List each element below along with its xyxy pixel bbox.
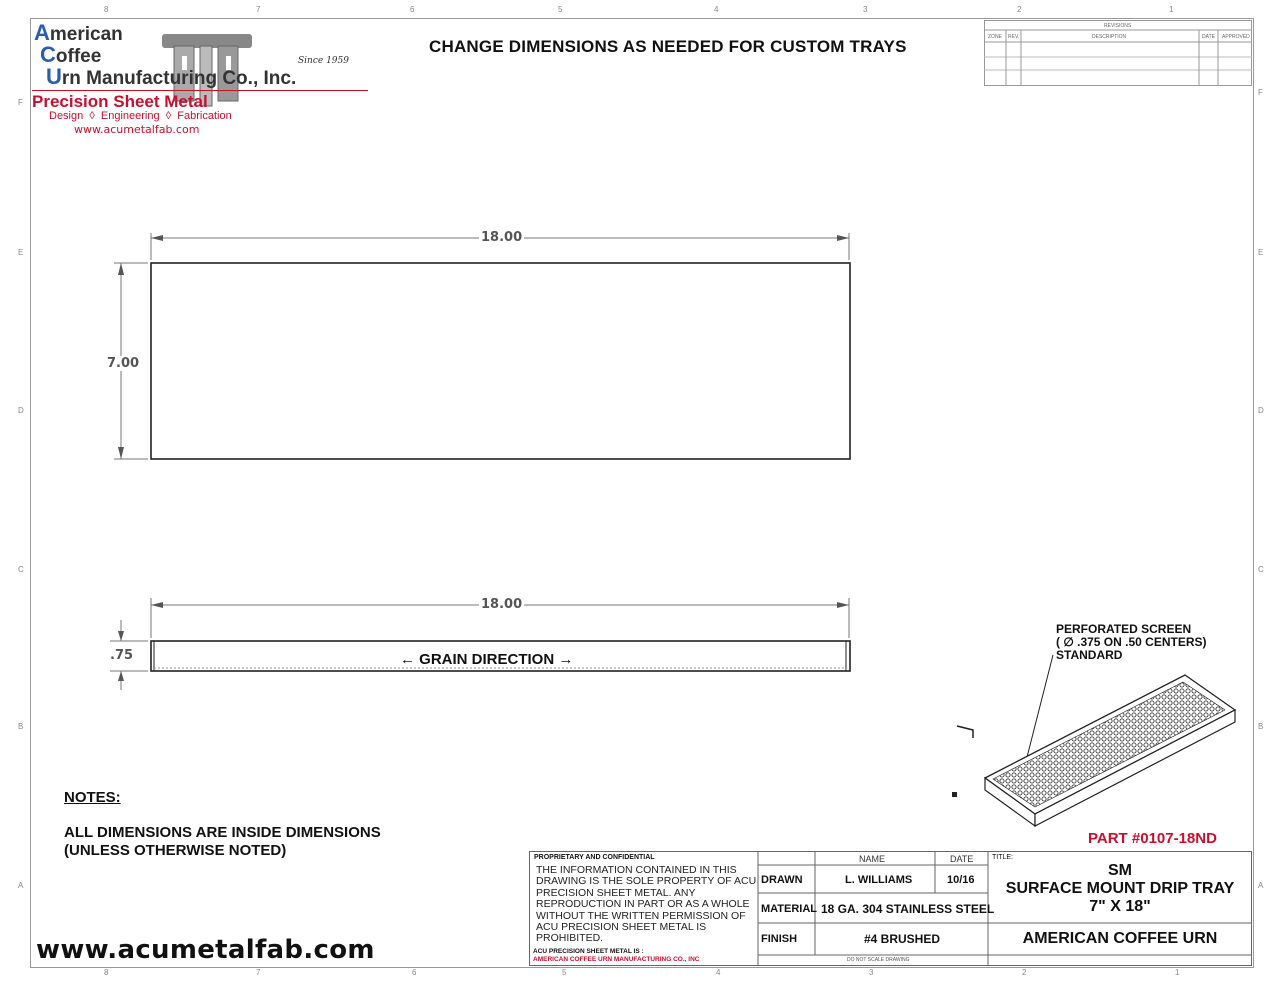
revisions-grid xyxy=(984,20,1252,86)
proprietary-heading: PROPRIETARY AND CONFIDENTIAL xyxy=(534,854,655,861)
logo-tagline: Precision Sheet Metal xyxy=(32,92,208,111)
top-width-dimension: 18.00 xyxy=(481,230,523,245)
revisions-col-rev: REV. xyxy=(1008,34,1020,40)
zone-bottom-1: 1 xyxy=(1175,968,1180,977)
logo-since: Since 1959 xyxy=(298,56,349,66)
name-column-header: NAME xyxy=(859,854,886,864)
zone-bottom-6: 6 xyxy=(412,968,417,977)
zone-top-2: 2 xyxy=(1017,5,1022,14)
proprietary-footer-1: ACU PRECISION SHEET METAL IS : xyxy=(533,948,644,955)
zone-bottom-3: 3 xyxy=(869,968,874,977)
logo-divider xyxy=(32,90,368,91)
logo-url: www.acumetalfab.com xyxy=(74,123,200,136)
side-width-dimension: 18.00 xyxy=(481,597,523,612)
zone-top-8: 8 xyxy=(104,5,109,14)
company-name: AMERICAN COFFEE URN xyxy=(1022,930,1218,947)
zone-left-a: A xyxy=(18,881,24,890)
callout-line-2: ( ∅ .375 ON .50 CENTERS) xyxy=(1056,635,1207,649)
side-height-dimension: .75 xyxy=(110,648,134,663)
part-number: PART #0107-18ND xyxy=(1088,830,1217,847)
callout-line-1: PERFORATED SCREEN xyxy=(1056,622,1192,636)
finish-value: #4 BRUSHED xyxy=(864,932,941,946)
zone-right-f: F xyxy=(1258,88,1263,97)
zone-right-e: E xyxy=(1258,248,1264,257)
revisions-col-zone: ZONE xyxy=(988,34,1002,40)
title-block xyxy=(529,851,1252,966)
company-logo xyxy=(32,20,372,140)
logo-line2: offee xyxy=(55,46,102,67)
date-column-header: DATE xyxy=(950,854,974,864)
zone-top-6: 6 xyxy=(410,5,415,14)
zone-bottom-5: 5 xyxy=(562,968,567,977)
zone-top-4: 4 xyxy=(714,5,719,14)
zone-right-c: C xyxy=(1258,565,1264,574)
callout-line-3: STANDARD xyxy=(1056,648,1123,662)
top-height-dimension: 7.00 xyxy=(107,356,140,371)
zone-left-c: C xyxy=(18,565,24,574)
drawn-date: 10/16 xyxy=(947,874,975,886)
zone-bottom-2: 2 xyxy=(1022,968,1027,977)
revisions-col-approved: APPROVED xyxy=(1222,34,1250,40)
zone-top-1: 1 xyxy=(1169,5,1174,14)
drawn-label: DRAWN xyxy=(761,874,803,886)
title-label: TITLE: xyxy=(992,854,1014,861)
zone-top-3: 3 xyxy=(863,5,868,14)
proprietary-text: THE INFORMATION CONTAINED IN THIS DRAWING IS THE SOLE PROPERTY OF ACU PRECISION SHEET METAL. ANY REPRODUCTION IN PART OR AS A WHOLE WITHOUT THE WRITTEN PERMISSION OF ACU PRECISION SHEET METAL IS PROHIBITED. xyxy=(536,864,757,945)
zone-left-b: B xyxy=(18,722,24,731)
revisions-col-date: DATE xyxy=(1202,34,1215,40)
notes-line-1: ALL DIMENSIONS ARE INSIDE DIMENSIONS xyxy=(64,824,381,841)
finish-label: FINISH xyxy=(761,933,798,945)
zone-left-e: E xyxy=(18,248,24,257)
zone-top-5: 5 xyxy=(558,5,563,14)
zone-bottom-4: 4 xyxy=(716,968,721,977)
drawing-heading: CHANGE DIMENSIONS AS NEEDED FOR CUSTOM TRAYS xyxy=(429,37,907,56)
isometric-tray-drawing xyxy=(945,640,1245,840)
drawing-title xyxy=(988,862,1252,916)
zone-left-d: D xyxy=(18,406,24,415)
revisions-col-description: DESCRIPTION xyxy=(1092,34,1127,40)
top-view-drawing xyxy=(100,225,870,475)
zone-left-f: F xyxy=(18,98,23,107)
title-line-3: 7" X 18" xyxy=(1089,898,1151,915)
revisions-table xyxy=(984,20,1252,86)
logo-cap-a: A xyxy=(34,20,50,45)
title-line-2: SURFACE MOUNT DRIP TRAY xyxy=(1005,880,1235,897)
logo-line1: merican xyxy=(49,24,123,45)
zone-bottom-7: 7 xyxy=(256,968,261,977)
title-line-1: SM xyxy=(1108,862,1132,879)
logo-services: Design ◊ Engineering ◊ Fabrication xyxy=(49,110,232,122)
do-not-scale-note: DO NOT SCALE DRAWING xyxy=(847,957,910,963)
website-url: www.acumetalfab.com xyxy=(36,935,375,965)
proprietary-footer-2: AMERICAN COFFEE URN MANUFACTURING CO., INC xyxy=(533,956,700,963)
zone-right-d: D xyxy=(1258,406,1264,415)
zone-bottom-8: 8 xyxy=(104,968,109,977)
logo-cap-u: U xyxy=(46,64,62,89)
drawn-name: L. WILLIAMS xyxy=(845,874,913,886)
notes-line-2: (UNLESS OTHERWISE NOTED) xyxy=(64,842,287,859)
zone-right-a: A xyxy=(1258,881,1264,890)
logo-cap-c: C xyxy=(40,42,56,67)
logo-line3: rn Manufacturing Co., Inc. xyxy=(61,68,297,89)
notes-heading: NOTES: xyxy=(64,789,121,806)
grain-direction-label: ← GRAIN DIRECTION → xyxy=(400,651,574,668)
zone-top-7: 7 xyxy=(256,5,261,14)
material-value: 18 GA. 304 STAINLESS STEEL xyxy=(821,902,995,916)
revisions-title: REVISIONS xyxy=(1104,23,1132,29)
zone-right-b: B xyxy=(1258,722,1264,731)
material-label: MATERIAL xyxy=(761,903,818,915)
